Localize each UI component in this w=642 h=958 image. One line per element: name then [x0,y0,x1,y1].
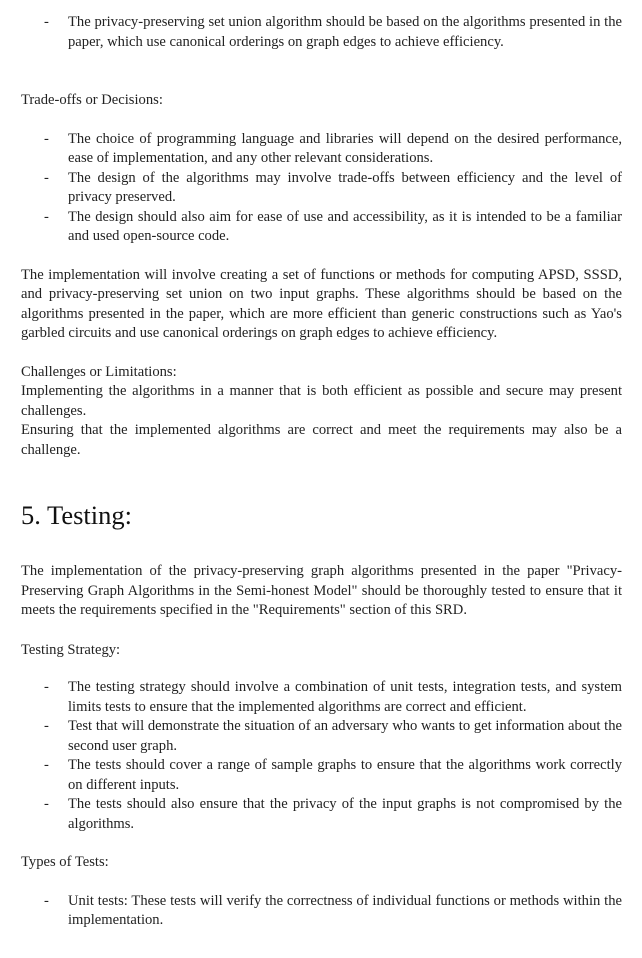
testing-intro-paragraph: The implementation of the privacy-preserving graph algorithms presented in the paper "Privacy-Preserving Graph Algorithms in the Semi-honest Model" should be thoroughly tested to ensure that it meets the requirements specified in the "Requirements" section of this SRD. [21,563,622,618]
list-item [21,795,622,834]
bullet-dash: - [44,757,49,773]
list-item-text: Unit tests: These tests will verify the correctness of individual functions or methods within the implementation. [68,892,622,928]
list-item-text: The tests should also ensure that the privacy of the input graphs is not compromised by the algorithms. [68,796,622,832]
types-of-tests-label: Types of Tests: [21,854,109,870]
list-item [21,169,622,208]
list-item [21,678,622,717]
list-item [21,208,622,247]
list-item-text: The design should also aim for ease of use and accessibility, as it is intended to be a familiar and used open-source code. [68,208,622,244]
bullet-dash: - [44,679,49,695]
list-item [21,892,622,931]
testing-strategy-label: Testing Strategy: [21,641,121,658]
list-item-text: The design of the algorithms may involve trade-offs between efficiency and the level of privacy preserved. [68,169,622,205]
list-item-text: The choice of programming language and libraries will depend on the desired performance, ease of implementation, and any other relevant considerations. [68,130,622,166]
list-item [21,13,622,52]
list-item [21,756,622,795]
tradeoffs-label: Trade-offs or Decisions: [21,92,163,108]
implementation-paragraph: The implementation will involve creating a set of functions or methods for computing APSD, SSSD, and privacy-preserving set union on two input graphs. These algorithms should be based on the algorithms presented in the paper, which are more efficient than generic constructions such as Yao's garbled circuits and use canonical orderings on graph edges to achieve efficiency. [21,266,622,341]
challenges-text-1: Implementing the algorithms in a manner that is both efficient as possible and secure may present challenges. [21,383,622,419]
bullet-dash: - [44,169,49,186]
challenges-label: Challenges or Limitations: [21,363,177,380]
bullet-dash: - [44,14,49,30]
list-item [21,717,622,756]
challenges-text-2: Ensuring that the implemented algorithms are correct and meet the requirements may also be a challenge. [21,422,622,458]
tradeoffs-list [21,130,622,247]
section-heading-testing: 5. Testing: [21,500,133,530]
list-item [21,130,622,169]
document-page [21,13,622,931]
bullet-dash: - [44,718,49,734]
list-item-text: The testing strategy should involve a combination of unit tests, integration tests, and system limits tests to ensure that the implemented algorithms are correct and efficient. [68,679,622,715]
intro-bullet-list [21,13,622,52]
bullet-dash: - [44,796,49,812]
list-item-text: The tests should cover a range of sample graphs to ensure that the algorithms work correctly on different inputs. [68,757,622,793]
testing-strategy-list [21,678,622,834]
bullet-dash: - [44,208,49,225]
types-of-tests-list [21,892,622,931]
list-item-text: Test that will demonstrate the situation of an adversary who wants to get information about the second user graph. [68,718,622,754]
bullet-dash: - [44,892,49,909]
list-item-text: The privacy-preserving set union algorithm should be based on the algorithms presented in the paper, which use canonical orderings on graph edges to achieve efficiency. [68,14,622,50]
bullet-dash: - [44,130,49,147]
